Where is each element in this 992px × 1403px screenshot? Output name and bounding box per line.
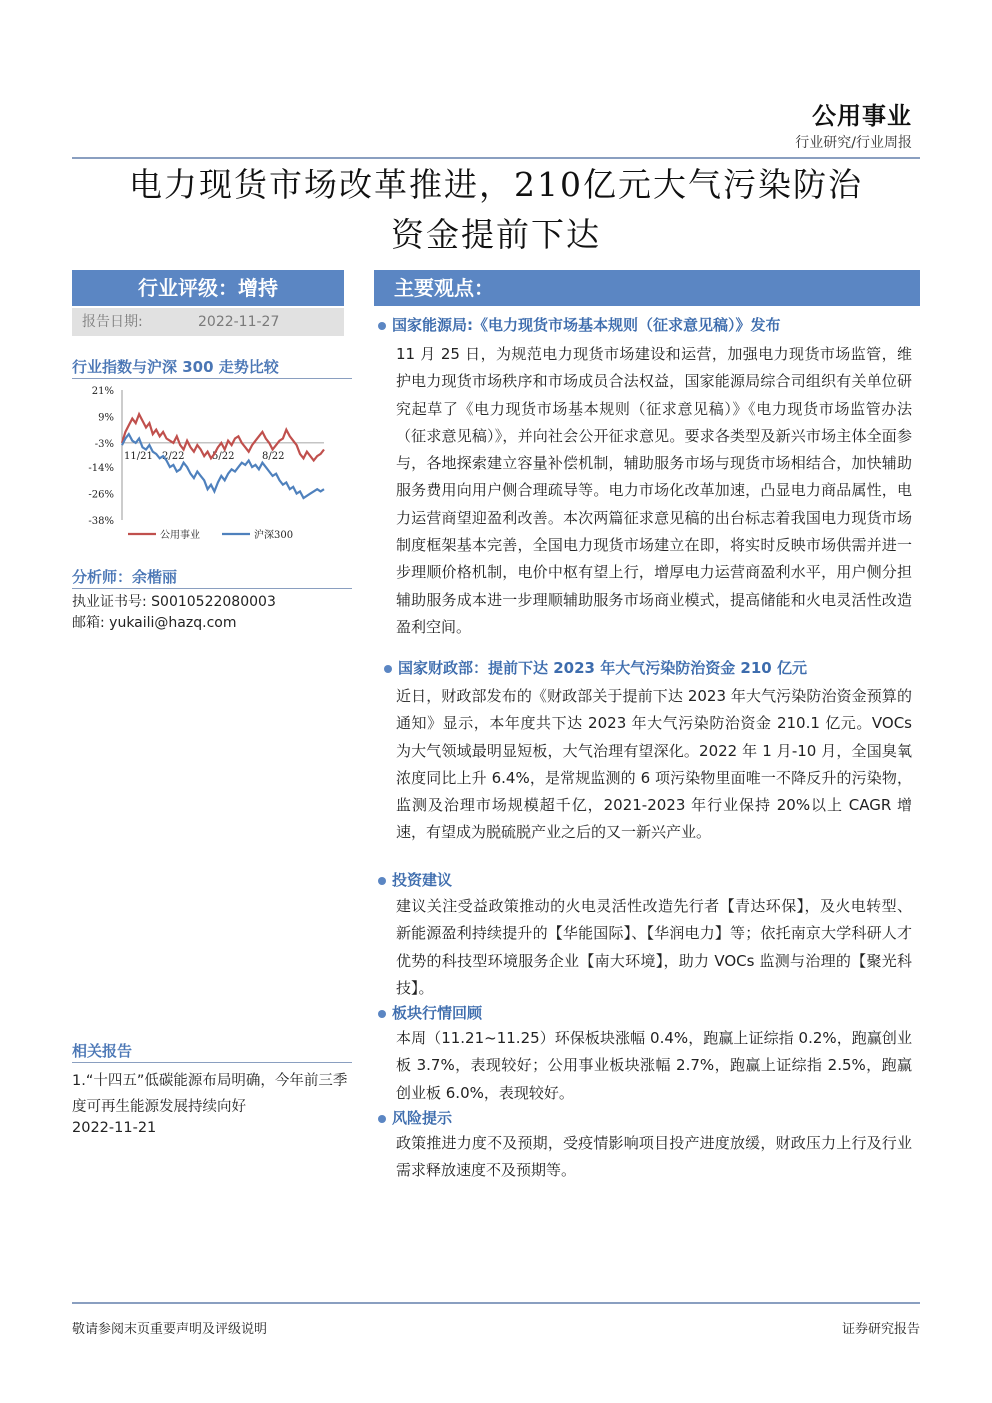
section-title: 投资建议: [392, 871, 453, 889]
section-heading-finance-ministry: [384, 657, 807, 679]
report-date-value: 2022-11-27: [198, 314, 280, 330]
bullet-icon: [378, 322, 386, 330]
report-title-line1: 电力现货市场改革推进，210亿元大气污染防治: [129, 165, 863, 204]
bullet-icon: [378, 1010, 386, 1018]
section-text-risk: 政策推进力度不及预期，受疫情影响项目投产进度放缓，财政压力上行及行业需求释放速度不及预期等。: [396, 1134, 912, 1180]
email[interactable]: 邮箱: yukaili@hazq.com: [72, 615, 237, 631]
chart-layer: [88, 386, 324, 541]
y-tick-label: -26%: [88, 489, 114, 501]
y-tick-label: 9%: [98, 412, 114, 424]
x-tick-label: 5/22: [212, 450, 235, 462]
section-text-finance-ministry: 近日，财政部发布的《财政部关于提前下达 2023 年大气污染防治资金预算的通知》显示，本年度共下达 2023 年大气污染防治资金 210.1 亿元。VOCs 为大气领域最明显短板，大气治理有望深化。2022 年 1 月-10 月，全国臭氧浓度同比上升 6.4%，是常规监测的 6 项污染物里面唯一不降反升的污染物，监测及治理市场规模超千亿，2021-2023 年行业保持 20%以上 CAGR 增速，有望成为脱硫脱产业之后的又一新兴产业。: [396, 687, 912, 842]
main-points-heading: 主要观点：: [374, 270, 920, 306]
report-date-label: 报告日期:: [82, 314, 143, 330]
legend-label: 公用事业: [160, 530, 200, 541]
section-title: 板块行情回顾: [392, 1004, 483, 1022]
y-tick-label: 21%: [91, 386, 114, 397]
report-title-line2: 资金提前下达: [391, 215, 601, 254]
chart-title: 行业指数与沪深 300 走势比较: [72, 358, 279, 376]
section-heading-investment: [378, 869, 452, 891]
footer-divider: [72, 1302, 920, 1304]
trend-chart: [72, 380, 352, 550]
section-heading-energy-bureau: [378, 314, 781, 336]
report-type: 行业研究/行业周报: [795, 135, 912, 151]
report-date-bar: [72, 308, 344, 336]
license-number: 执业证书号: S0010522080003: [72, 594, 276, 610]
industry-rating: 行业评级：增持: [72, 270, 344, 306]
y-tick-label: -3%: [94, 438, 114, 450]
chart-title-divider: [72, 378, 352, 379]
section-title: 国家财政部：提前下达 2023 年大气污染防治资金 210 亿元: [398, 659, 807, 677]
x-tick-label: 2/22: [162, 450, 185, 462]
bullet-icon: [384, 665, 392, 673]
footer-label: 证券研究报告: [841, 1322, 920, 1337]
section-text-market-review: 本周（11.21~11.25）环保板块涨幅 0.4%，跑赢上证综指 0.2%，跑赢创业板 3.7%，表现较好；公用事业板块涨幅 2.7%，跑赢上证综指 2.5%，跑赢创业板 6.0%，表现较好。: [396, 1029, 912, 1102]
footer-disclaimer: 敬请参阅末页重要声明及评级说明: [72, 1322, 268, 1337]
bullet-icon: [378, 877, 386, 885]
y-tick-label: -38%: [88, 516, 114, 527]
analyst-divider: [72, 588, 352, 589]
x-tick-label: 11/21: [124, 450, 153, 462]
legend-label: 沪深300: [254, 530, 294, 541]
related-report-date: 2022-11-21: [72, 1120, 157, 1136]
related-divider: [72, 1062, 352, 1063]
section-heading-market-review: [378, 1002, 482, 1024]
series-line-csi300: [122, 434, 324, 498]
y-tick-label: -14%: [88, 463, 114, 475]
sector-name: 公用事业: [812, 102, 912, 130]
header-divider: [72, 157, 920, 159]
section-title: 国家能源局:《电力现货市场基本规则（征求意见稿）》发布: [392, 316, 781, 334]
related-reports-title: 相关报告: [72, 1042, 133, 1060]
bullet-icon: [378, 1115, 386, 1123]
related-report-item[interactable]: 1.“十四五”低碳能源布局明确，今年前三季度可再生能源发展持续向好: [72, 1073, 348, 1115]
x-tick-label: 8/22: [262, 450, 285, 462]
section-title: 风险提示: [392, 1109, 453, 1127]
section-text-energy-bureau: 11 月 25 日，为规范电力现货市场建设和运营，加强电力现货市场监管，维护电力现货市场秩序和市场成员合法权益，国家能源局综合司组织有关单位研究起草了《电力现货市场基本规则（征求意见稿）》《电力现货市场监管办法（征求意见稿）》，并向社会公开征求意见。要求各类型及新兴市场主体全面参与，各地探索建立容量补偿机制，辅助服务市场与现货市场相结合，加快辅助服务费用向用户侧合理疏导等。电力市场化改革加速，凸显电力商品属性，电力运营商望迎盈利改善。本次两篇征求意见稿的出台标志着我国电力现货市场制度框架基本完善，全国电力现货市场建立在即，将实时反映市场供需并进一步理顺价格机制，电价中枢有望上行，增厚电力运营商盈利水平，用户侧分担辅助服务成本进一步理顺辅助服务市场商业模式，提高储能和火电灵活性改造盈利空间。: [396, 345, 912, 636]
section-heading-risk: [378, 1107, 452, 1129]
analyst-name: 分析师：余楷丽: [72, 568, 178, 586]
section-text-investment: 建议关注受益政策推动的火电灵活性改造先行者【青达环保】，及火电转型、新能源盈利持续提升的【华能国际】、【华润电力】等；依托南京大学科研人才优势的科技型环境服务企业【南大环境】，助力 VOCs 监测与治理的【聚光科技】。: [396, 897, 912, 997]
